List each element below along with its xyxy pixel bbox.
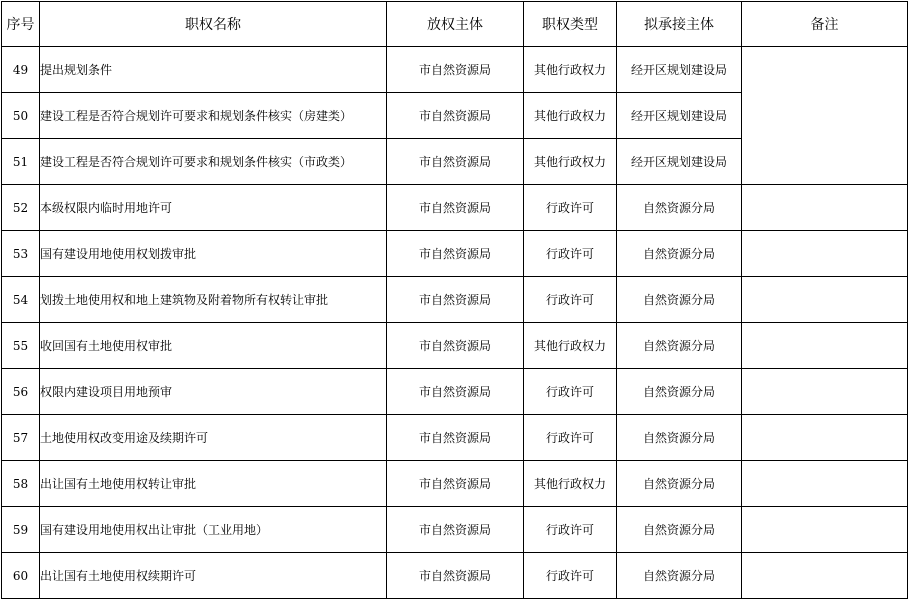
- cell-name: 国有建设用地使用权划拨审批: [40, 231, 387, 277]
- cell-seq: 55: [2, 323, 40, 369]
- table-row: [2, 553, 908, 599]
- cell-remark: [742, 553, 908, 599]
- cell-type: 其他行政权力: [524, 461, 617, 507]
- cell-name: 提出规划条件: [40, 47, 387, 93]
- cell-name: 建设工程是否符合规划许可要求和规划条件核实（房建类）: [40, 93, 387, 139]
- table-row: [2, 47, 908, 93]
- authority-table: [1, 1, 908, 599]
- cell-remark: [742, 277, 908, 323]
- cell-receiver: 经开区规划建设局: [617, 93, 742, 139]
- cell-type: 行政许可: [524, 185, 617, 231]
- cell-receiver: 经开区规划建设局: [617, 47, 742, 93]
- cell-seq: 57: [2, 415, 40, 461]
- cell-seq: 58: [2, 461, 40, 507]
- cell-receiver: 经开区规划建设局: [617, 139, 742, 185]
- table-row: [2, 369, 908, 415]
- cell-type: 行政许可: [524, 369, 617, 415]
- cell-type: 行政许可: [524, 507, 617, 553]
- cell-name: 国有建设用地使用权出让审批（工业用地）: [40, 507, 387, 553]
- cell-grantor: 市自然资源局: [387, 231, 524, 277]
- cell-remark: [742, 461, 908, 507]
- cell-type: 行政许可: [524, 277, 617, 323]
- cell-seq: 53: [2, 231, 40, 277]
- cell-type: 其他行政权力: [524, 93, 617, 139]
- header-remark: 备注: [742, 2, 908, 47]
- cell-grantor: 市自然资源局: [387, 47, 524, 93]
- cell-grantor: 市自然资源局: [387, 323, 524, 369]
- cell-grantor: 市自然资源局: [387, 185, 524, 231]
- cell-seq: 52: [2, 185, 40, 231]
- cell-type: 行政许可: [524, 553, 617, 599]
- table-row: [2, 507, 908, 553]
- cell-receiver: 自然资源分局: [617, 415, 742, 461]
- cell-grantor: 市自然资源局: [387, 277, 524, 323]
- table-row: [2, 415, 908, 461]
- cell-name: 出让国有土地使用权续期许可: [40, 553, 387, 599]
- cell-remark: [742, 231, 908, 277]
- table-row: [2, 461, 908, 507]
- cell-receiver: 自然资源分局: [617, 231, 742, 277]
- cell-type: 其他行政权力: [524, 47, 617, 93]
- cell-grantor: 市自然资源局: [387, 139, 524, 185]
- cell-seq: 59: [2, 507, 40, 553]
- cell-seq: 56: [2, 369, 40, 415]
- cell-receiver: 自然资源分局: [617, 277, 742, 323]
- cell-seq: 50: [2, 93, 40, 139]
- header-seq: 序号: [2, 2, 40, 47]
- cell-name: 收回国有土地使用权审批: [40, 323, 387, 369]
- cell-grantor: 市自然资源局: [387, 415, 524, 461]
- cell-seq: 54: [2, 277, 40, 323]
- table-row: [2, 323, 908, 369]
- cell-receiver: 自然资源分局: [617, 369, 742, 415]
- cell-seq: 51: [2, 139, 40, 185]
- header-receiver: 拟承接主体: [617, 2, 742, 47]
- table-row: [2, 277, 908, 323]
- cell-receiver: 自然资源分局: [617, 507, 742, 553]
- cell-name: 权限内建设项目用地预审: [40, 369, 387, 415]
- cell-name: 本级权限内临时用地许可: [40, 185, 387, 231]
- cell-grantor: 市自然资源局: [387, 369, 524, 415]
- cell-type: 其他行政权力: [524, 323, 617, 369]
- cell-remark: [742, 185, 908, 231]
- cell-type: 行政许可: [524, 415, 617, 461]
- cell-seq: 49: [2, 47, 40, 93]
- cell-name: 建设工程是否符合规划许可要求和规划条件核实（市政类）: [40, 139, 387, 185]
- cell-type: 行政许可: [524, 231, 617, 277]
- cell-name: 土地使用权改变用途及续期许可: [40, 415, 387, 461]
- header-name: 职权名称: [40, 2, 387, 47]
- cell-grantor: 市自然资源局: [387, 461, 524, 507]
- cell-receiver: 自然资源分局: [617, 323, 742, 369]
- cell-remark: [742, 507, 908, 553]
- header-type: 职权类型: [524, 2, 617, 47]
- table-row: [2, 185, 908, 231]
- cell-receiver: 自然资源分局: [617, 461, 742, 507]
- cell-type: 其他行政权力: [524, 139, 617, 185]
- header-row: [2, 2, 908, 47]
- cell-remark-merged: [742, 47, 908, 185]
- cell-receiver: 自然资源分局: [617, 553, 742, 599]
- cell-receiver: 自然资源分局: [617, 185, 742, 231]
- cell-remark: [742, 323, 908, 369]
- cell-remark: [742, 369, 908, 415]
- cell-grantor: 市自然资源局: [387, 93, 524, 139]
- cell-name: 划拨土地使用权和地上建筑物及附着物所有权转让审批: [40, 277, 387, 323]
- header-grantor: 放权主体: [387, 2, 524, 47]
- cell-name: 出让国有土地使用权转让审批: [40, 461, 387, 507]
- cell-seq: 60: [2, 553, 40, 599]
- cell-grantor: 市自然资源局: [387, 553, 524, 599]
- cell-grantor: 市自然资源局: [387, 507, 524, 553]
- table-row: [2, 231, 908, 277]
- cell-remark: [742, 415, 908, 461]
